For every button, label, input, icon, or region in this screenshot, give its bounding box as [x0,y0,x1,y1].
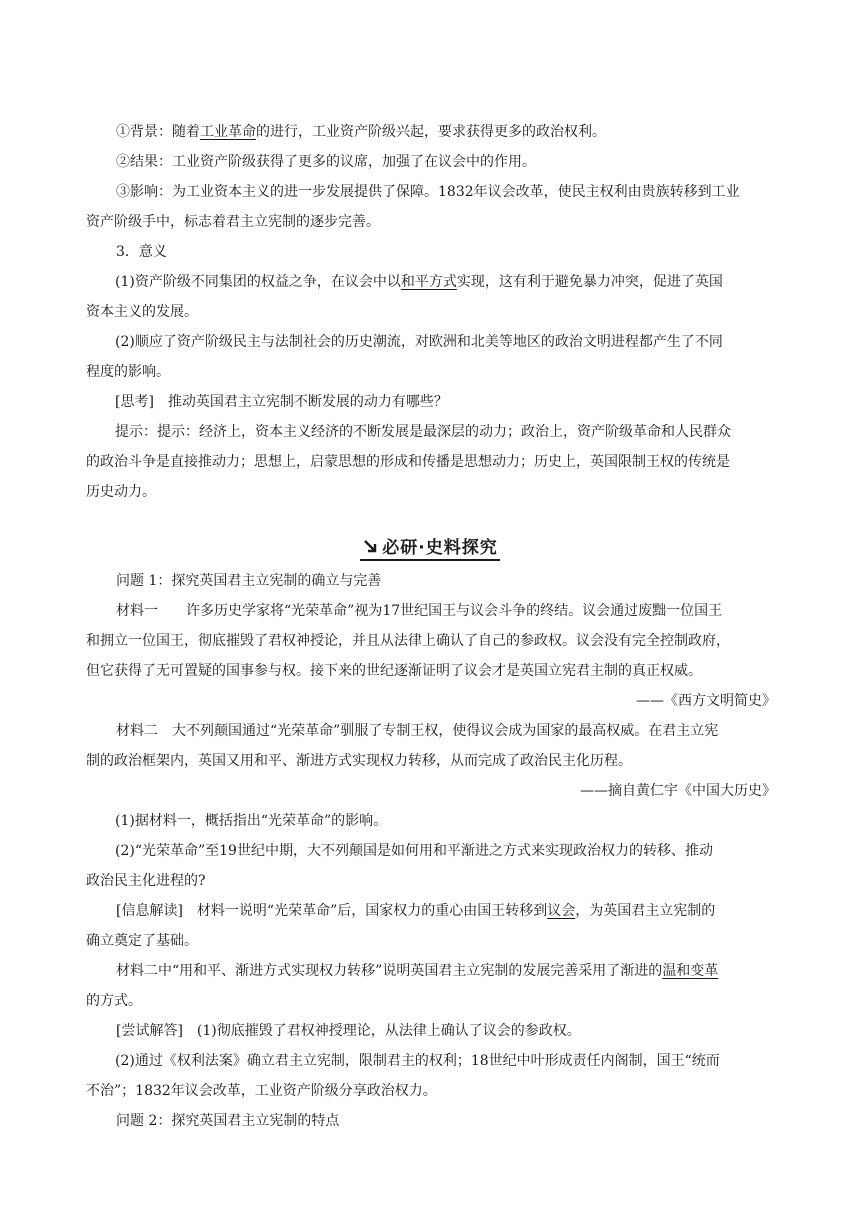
material-2: 材料二 大不列颠国通过“光荣革命”驯服了专制王权，使得议会成为国家的最高权威。在君主立宪 [116,723,719,739]
question-1-title: 问题 1：探究英国君主立宪制的确立与完善 [116,573,382,589]
section-heading [0,533,860,563]
material-2-source: ——摘自黄仁宇《中国大历史》 [580,783,776,799]
paragraph-significance-1: (1)资产阶级不同集团的权益之争，在议会中以和平方式实现，这有利于避免暴力冲突，促进了英国 [115,274,723,290]
attempt-answer-1: [尝试解答] (1)彻底摧毁了君权神授理论，从法律上确认了议会的参政权。 [116,1023,581,1039]
paragraph-background: ①背景：随着工业革命的进行，工业资产阶级兴起，要求获得更多的政治权利。 [116,124,606,140]
info-reading-cont: 确立奠定了基础。 [86,933,198,949]
ask-2-cont: 政治民主化进程的? [86,873,206,889]
paragraph-significance-2-cont: 程度的影响。 [86,364,170,380]
material-1-cont: 和拥立一位国王，彻底摧毁了君权神授论，并且从法律上确认了自己的参政权。议会没有完全控制政府， [86,633,730,649]
think-question: [思考] 推动英国君主立宪制不断发展的动力有哪些？ [115,394,448,410]
question-2-title: 问题 2：探究英国君主立宪制的特点 [116,1113,340,1129]
paragraph-impact-cont: 资产阶级手中，标志着君主立宪制的逐步完善。 [86,214,380,230]
ask-2: (2)“光荣革命”至19世纪中期，大不列颠国是如何用和平渐进之方式来实现政治权力的转移、推动 [115,843,713,859]
material-1: 材料一 许多历史学家将“光荣革命”视为17世纪国王与议会斗争的终结。议会通过废黜一位国王 [116,603,723,619]
hint-paragraph: 提示：提示：经济上，资本主义经济的不断发展是最深层的动力；政治上，资产阶级革命和人民群众 [115,424,731,440]
paragraph-impact: ③影响：为工业资本主义的进一步发展提供了保障。1832年议会改革，使民主权利由贵族转移到工业 [116,184,740,200]
section-significance: 3．意义 [116,244,167,260]
material-1-cont-2: 但它获得了无可置疑的国事参与权。接下来的世纪逐渐证明了议会才是英国立宪君主制的真正权威。 [86,663,702,679]
paragraph-result: ②结果：工业资产阶级获得了更多的议席，加强了在议会中的作用。 [116,154,536,170]
arrow-down-right-icon [362,538,378,554]
ask-1: (1)据材料一，概括指出“光荣革命”的影响。 [115,813,388,829]
paragraph-significance-2: (2)顺应了资产阶级民主与法制社会的历史潮流，对欧洲和北美等地区的政治文明进程都产生了不同 [115,334,723,350]
info-reading-2-cont: 的方式。 [86,993,142,1009]
attempt-answer-2: (2)通过《权利法案》确立君主立宪制，限制君主的权利；18世纪中叶形成责任内阁制，国王“统而 [115,1053,720,1069]
underlined-term: 议会 [547,903,576,919]
section-heading-text: 必研·史料探究 [382,538,498,558]
attempt-answer-2-cont: 不治”；1832年议会改革，工业资产阶级分享政治权力。 [86,1083,437,1099]
hint-paragraph-end: 历史动力。 [86,484,156,500]
material-1-source: ——《西方文明简史》 [636,693,776,709]
underlined-term: 温和变革 [662,963,719,979]
info-reading: [信息解读] 材料一说明“光荣革命”后，国家权力的重心由国王转移到议会，为英国君主立宪制的 [116,903,716,919]
paragraph-significance-1-cont: 资本主义的发展。 [86,304,198,320]
underlined-term: 工业革命 [200,124,256,140]
hint-paragraph-cont: 的政治斗争是直接推动力；思想上，启蒙思想的形成和传播是思想动力；历史上，英国限制王权的传统是 [86,454,730,470]
info-reading-2: 材料二中“用和平、渐进方式实现权力转移”说明英国君主立宪制的发展完善采用了渐进的温和变革 [116,963,719,979]
material-2-cont: 制的政治框架内，英国又用和平、渐进方式实现权力转移，从而完成了政治民主化历程。 [86,753,632,769]
underlined-term: 和平方式 [400,274,457,290]
